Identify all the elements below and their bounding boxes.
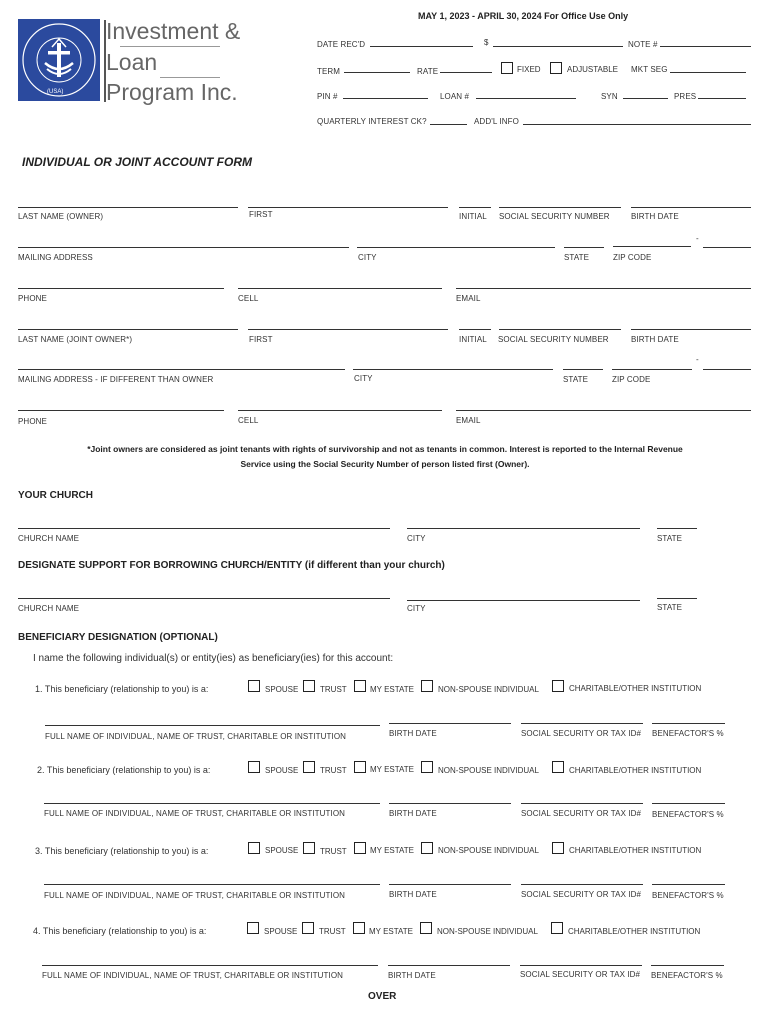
quarterly-label: QUARTERLY INTEREST CK? xyxy=(317,117,427,126)
your-church-heading: YOUR CHURCH xyxy=(18,490,93,501)
your-church-state-field[interactable] xyxy=(657,528,697,529)
owner-phone-field[interactable] xyxy=(18,288,224,289)
beneficiary-3-question: 3. This beneficiary (relationship to you) is a: xyxy=(35,846,209,856)
owner-initial-label: INITIAL xyxy=(459,212,487,221)
beneficiary-3-birth-field[interactable] xyxy=(389,884,511,885)
owner-email-label: EMAIL xyxy=(456,294,481,303)
beneficiary-4-trust-label: TRUST xyxy=(319,927,346,936)
joint-initial-field[interactable] xyxy=(459,329,491,330)
beneficiary-1-trust-label: TRUST xyxy=(320,685,347,694)
dollar-label: $ xyxy=(484,38,489,47)
beneficiary-2-estate-label: MY ESTATE xyxy=(370,765,415,774)
beneficiary-1-ssn-field[interactable] xyxy=(521,723,643,724)
beneficiary-1-spouse-label: SPOUSE xyxy=(265,685,299,694)
beneficiary-2-question: 2. This beneficiary (relationship to you) is a: xyxy=(37,765,211,775)
your-church-city-label: CITY xyxy=(407,534,426,543)
beneficiary-3-estate-label: MY ESTATE xyxy=(370,846,415,855)
owner-cell-field[interactable] xyxy=(238,288,442,289)
dollar-field[interactable] xyxy=(493,46,623,47)
over-label: OVER xyxy=(368,991,397,1002)
designate-heading: DESIGNATE SUPPORT FOR BORROWING CHURCH/ENTITY (if different than your church) xyxy=(18,560,445,571)
beneficiary-3-nonspouse-checkbox[interactable] xyxy=(421,842,433,854)
date-recd-field[interactable] xyxy=(370,46,473,47)
joint-initial-label: INITIAL xyxy=(459,335,487,344)
owner-first-field[interactable] xyxy=(248,207,448,208)
owner-state-label: STATE xyxy=(564,253,590,262)
pres-label: PRES xyxy=(674,92,697,101)
mkt-seg-label: MKT SEG xyxy=(631,65,668,74)
owner-first-label: FIRST xyxy=(249,210,273,219)
designate-state-label: STATE xyxy=(657,603,683,612)
joint-birth-label: BIRTH DATE xyxy=(631,335,679,344)
your-church-city-field[interactable] xyxy=(407,528,640,529)
designate-city-label: CITY xyxy=(407,604,426,613)
logo-line1: Investment & xyxy=(106,18,241,44)
beneficiary-1-nonspouse-label: NON-SPOUSE INDIVIDUAL xyxy=(438,685,539,694)
pin-label: PIN # xyxy=(317,92,338,101)
beneficiary-2-name-label: FULL NAME OF INDIVIDUAL, NAME OF TRUST, CHARITABLE OR INSTITUTION xyxy=(44,809,346,818)
beneficiary-2-charitable-checkbox[interactable] xyxy=(552,761,564,773)
beneficiary-1-estate-label: MY ESTATE xyxy=(370,685,415,694)
beneficiary-4-pct-label: BENEFACTOR'S % xyxy=(651,971,723,980)
beneficiary-4-name-label: FULL NAME OF INDIVIDUAL, NAME OF TRUST, CHARITABLE OR INSTITUTION xyxy=(42,971,344,980)
quarterly-field[interactable] xyxy=(430,124,467,125)
beneficiary-4-nonspouse-checkbox[interactable] xyxy=(420,922,432,934)
designate-church-name-field[interactable] xyxy=(18,598,390,599)
beneficiary-3-nonspouse-label: NON-SPOUSE INDIVIDUAL xyxy=(438,846,539,855)
beneficiary-1-pct-field[interactable] xyxy=(652,723,725,724)
beneficiary-2-trust-label: TRUST xyxy=(320,766,347,775)
beneficiary-2-pct-field[interactable] xyxy=(652,803,725,804)
owner-zip-ext-field[interactable] xyxy=(703,247,751,248)
beneficiary-4-ssn-field[interactable] xyxy=(520,965,642,966)
term-label: TERM xyxy=(317,67,341,76)
beneficiary-1-name-field[interactable] xyxy=(45,725,380,726)
joint-zip-field[interactable] xyxy=(612,369,692,370)
beneficiary-2-ssn-field[interactable] xyxy=(521,803,643,804)
beneficiary-1-pct-label: BENEFACTOR'S % xyxy=(652,729,724,738)
owner-last-name-field[interactable] xyxy=(18,207,238,208)
beneficiary-2-birth-field[interactable] xyxy=(389,803,511,804)
joint-mailing-label: MAILING ADDRESS - IF DIFFERENT THAN OWNER xyxy=(18,375,214,384)
beneficiary-3-charitable-label: CHARITABLE/OTHER INSTITUTION xyxy=(569,846,702,855)
owner-ssn-label: SOCIAL SECURITY NUMBER xyxy=(499,212,610,221)
fixed-label: FIXED xyxy=(517,65,541,74)
designate-state-field[interactable] xyxy=(657,598,697,599)
beneficiary-2-birth-label: BIRTH DATE xyxy=(389,809,437,818)
owner-zip-field[interactable] xyxy=(613,246,691,247)
beneficiary-3-ssn-label: SOCIAL SECURITY OR TAX ID# xyxy=(521,890,642,899)
beneficiary-1-charitable-checkbox[interactable] xyxy=(552,680,564,692)
owner-email-field[interactable] xyxy=(456,288,751,289)
rate-label: RATE xyxy=(417,67,439,76)
beneficiary-4-ssn-label: SOCIAL SECURITY OR TAX ID# xyxy=(520,970,641,979)
beneficiary-1-ssn-label: SOCIAL SECURITY OR TAX ID# xyxy=(521,729,642,738)
joint-mailing-field[interactable] xyxy=(18,369,345,370)
beneficiary-3-name-field[interactable] xyxy=(44,884,380,885)
joint-ssn-label: SOCIAL SECURITY NUMBER xyxy=(498,335,609,344)
beneficiary-4-charitable-checkbox[interactable] xyxy=(551,922,563,934)
beneficiary-1-question: 1. This beneficiary (relationship to you) is a: xyxy=(35,684,209,694)
beneficiary-heading: BENEFICIARY DESIGNATION (OPTIONAL) xyxy=(18,632,218,643)
owner-ssn-field[interactable] xyxy=(499,207,621,208)
office-use-title: MAY 1, 2023 - APRIL 30, 2024 For Office Use Only xyxy=(418,11,629,21)
date-recd-label: DATE REC'D xyxy=(317,40,366,49)
logo-line2: Loan xyxy=(106,49,158,75)
beneficiary-2-spouse-label: SPOUSE xyxy=(265,766,299,775)
beneficiary-2-nonspouse-checkbox[interactable] xyxy=(421,761,433,773)
beneficiary-1-spouse-checkbox[interactable] xyxy=(248,680,260,692)
your-church-name-field[interactable] xyxy=(18,528,390,529)
joint-note-line1: *Joint owners are considered as joint tenants with rights of survivorship and not as tenants in common. Interest is reported to the Internal Revenue xyxy=(87,444,683,454)
beneficiary-4-pct-field[interactable] xyxy=(651,965,724,966)
form-title: INDIVIDUAL OR JOINT ACCOUNT FORM xyxy=(22,155,252,169)
owner-mailing-field[interactable] xyxy=(18,247,349,248)
joint-last-name-label: LAST NAME (JOINT OWNER*) xyxy=(18,335,133,344)
beneficiary-3-name-label: FULL NAME OF INDIVIDUAL, NAME OF TRUST, CHARITABLE OR INSTITUTION xyxy=(44,891,346,900)
rate-field[interactable] xyxy=(440,72,492,73)
beneficiary-3-trust-label: TRUST xyxy=(320,847,347,856)
joint-zip-ext-field[interactable] xyxy=(703,369,751,370)
beneficiary-2-nonspouse-label: NON-SPOUSE INDIVIDUAL xyxy=(438,766,539,775)
adjustable-label: ADJUSTABLE xyxy=(567,65,618,74)
logo-rule-1 xyxy=(120,46,220,47)
joint-last-name-field[interactable] xyxy=(18,329,238,330)
beneficiary-2-charitable-label: CHARITABLE/OTHER INSTITUTION xyxy=(569,766,702,775)
owner-last-name-label: LAST NAME (OWNER) xyxy=(18,212,104,221)
owner-initial-field[interactable] xyxy=(459,207,491,208)
joint-phone-label: PHONE xyxy=(18,417,47,426)
beneficiary-3-pct-label: BENEFACTOR'S % xyxy=(652,891,724,900)
joint-zip-dash: - xyxy=(696,355,699,364)
beneficiary-1-trust-checkbox[interactable] xyxy=(303,680,315,692)
adjustable-checkbox[interactable] xyxy=(550,62,562,74)
beneficiary-4-spouse-label: SPOUSE xyxy=(264,927,298,936)
owner-city-label: CITY xyxy=(358,253,377,262)
owner-zip-dash: - xyxy=(696,234,699,243)
seal-bottom-text: (USA) xyxy=(47,89,64,95)
joint-state-field[interactable] xyxy=(563,369,603,370)
beneficiary-1-nonspouse-checkbox[interactable] xyxy=(421,680,433,692)
syn-label: SYN xyxy=(601,92,618,101)
logo-line3: Program Inc. xyxy=(106,79,238,105)
joint-first-label: FIRST xyxy=(249,335,273,344)
beneficiary-4-birth-field[interactable] xyxy=(388,965,510,966)
logo-rule-2 xyxy=(160,77,220,78)
joint-birth-field[interactable] xyxy=(631,329,751,330)
joint-city-field[interactable] xyxy=(353,369,553,370)
beneficiary-3-pct-field[interactable] xyxy=(652,884,725,885)
joint-phone-field[interactable] xyxy=(18,410,224,411)
beneficiary-4-name-field[interactable] xyxy=(42,965,378,966)
beneficiary-2-ssn-label: SOCIAL SECURITY OR TAX ID# xyxy=(521,809,642,818)
beneficiary-4-estate-checkbox[interactable] xyxy=(353,922,365,934)
beneficiary-4-question: 4. This beneficiary (relationship to you) is a: xyxy=(33,926,207,936)
joint-note-line2: Service using the Social Security Number of person listed first (Owner). xyxy=(240,459,530,469)
beneficiary-4-charitable-label: CHARITABLE/OTHER INSTITUTION xyxy=(568,927,701,936)
loan-field[interactable] xyxy=(476,98,576,99)
owner-birth-field[interactable] xyxy=(631,207,751,208)
your-church-state-label: STATE xyxy=(657,534,683,543)
term-field[interactable] xyxy=(344,72,410,73)
beneficiary-4-spouse-checkbox[interactable] xyxy=(247,922,259,934)
owner-city-field[interactable] xyxy=(357,247,555,248)
mkt-seg-field[interactable] xyxy=(670,72,746,73)
joint-email-label: EMAIL xyxy=(456,416,481,425)
addl-info-field[interactable] xyxy=(523,124,751,125)
owner-zip-label: ZIP CODE xyxy=(613,253,652,262)
beneficiary-3-spouse-label: SPOUSE xyxy=(265,846,299,855)
joint-ssn-field[interactable] xyxy=(499,329,621,330)
pin-field[interactable] xyxy=(343,98,428,99)
joint-cell-field[interactable] xyxy=(238,410,442,411)
joint-state-label: STATE xyxy=(563,375,589,384)
beneficiary-3-ssn-field[interactable] xyxy=(521,884,643,885)
beneficiary-1-estate-checkbox[interactable] xyxy=(354,680,366,692)
your-church-name-label: CHURCH NAME xyxy=(18,534,80,543)
joint-first-field[interactable] xyxy=(248,329,448,330)
owner-mailing-label: MAILING ADDRESS xyxy=(18,253,93,262)
beneficiary-4-nonspouse-label: NON-SPOUSE INDIVIDUAL xyxy=(437,927,538,936)
note-label: NOTE # xyxy=(628,40,658,49)
loan-label: LOAN # xyxy=(440,92,470,101)
beneficiary-1-charitable-label: CHARITABLE/OTHER INSTITUTION xyxy=(569,684,702,693)
beneficiary-1-birth-label: BIRTH DATE xyxy=(389,729,437,738)
owner-state-field[interactable] xyxy=(564,247,604,248)
presbyterian-seal-logo xyxy=(18,19,100,101)
joint-city-label: CITY xyxy=(354,374,373,383)
beneficiary-3-spouse-checkbox[interactable] xyxy=(248,842,260,854)
beneficiary-4-trust-checkbox[interactable] xyxy=(302,922,314,934)
beneficiary-2-pct-label: BENEFACTOR'S % xyxy=(652,810,724,819)
beneficiary-2-name-field[interactable] xyxy=(44,803,380,804)
beneficiary-2-trust-checkbox[interactable] xyxy=(303,761,315,773)
beneficiary-3-charitable-checkbox[interactable] xyxy=(552,842,564,854)
fixed-checkbox[interactable] xyxy=(501,62,513,74)
owner-birth-label: BIRTH DATE xyxy=(631,212,679,221)
beneficiary-4-birth-label: BIRTH DATE xyxy=(388,971,436,980)
beneficiary-3-estate-checkbox[interactable] xyxy=(354,842,366,854)
addl-info-label: ADD'L INFO xyxy=(474,117,519,126)
syn-field[interactable] xyxy=(623,98,668,99)
beneficiary-4-estate-label: MY ESTATE xyxy=(369,927,414,936)
owner-cell-label: CELL xyxy=(238,294,259,303)
beneficiary-intro: I name the following individual(s) or entity(ies) as beneficiary(ies) for this account: xyxy=(33,653,394,664)
beneficiary-3-trust-checkbox[interactable] xyxy=(303,842,315,854)
joint-cell-label: CELL xyxy=(238,416,259,425)
joint-zip-label: ZIP CODE xyxy=(612,375,651,384)
beneficiary-1-birth-field[interactable] xyxy=(389,723,511,724)
beneficiary-1-name-label: FULL NAME OF INDIVIDUAL, NAME OF TRUST, CHARITABLE OR INSTITUTION xyxy=(45,732,347,741)
owner-phone-label: PHONE xyxy=(18,294,47,303)
beneficiary-3-birth-label: BIRTH DATE xyxy=(389,890,437,899)
joint-email-field[interactable] xyxy=(456,410,751,411)
note-field[interactable] xyxy=(660,46,751,47)
pres-field[interactable] xyxy=(698,98,746,99)
designate-city-field[interactable] xyxy=(407,600,640,601)
designate-church-name-label: CHURCH NAME xyxy=(18,604,80,613)
beneficiary-2-estate-checkbox[interactable] xyxy=(354,761,366,773)
beneficiary-2-spouse-checkbox[interactable] xyxy=(248,761,260,773)
